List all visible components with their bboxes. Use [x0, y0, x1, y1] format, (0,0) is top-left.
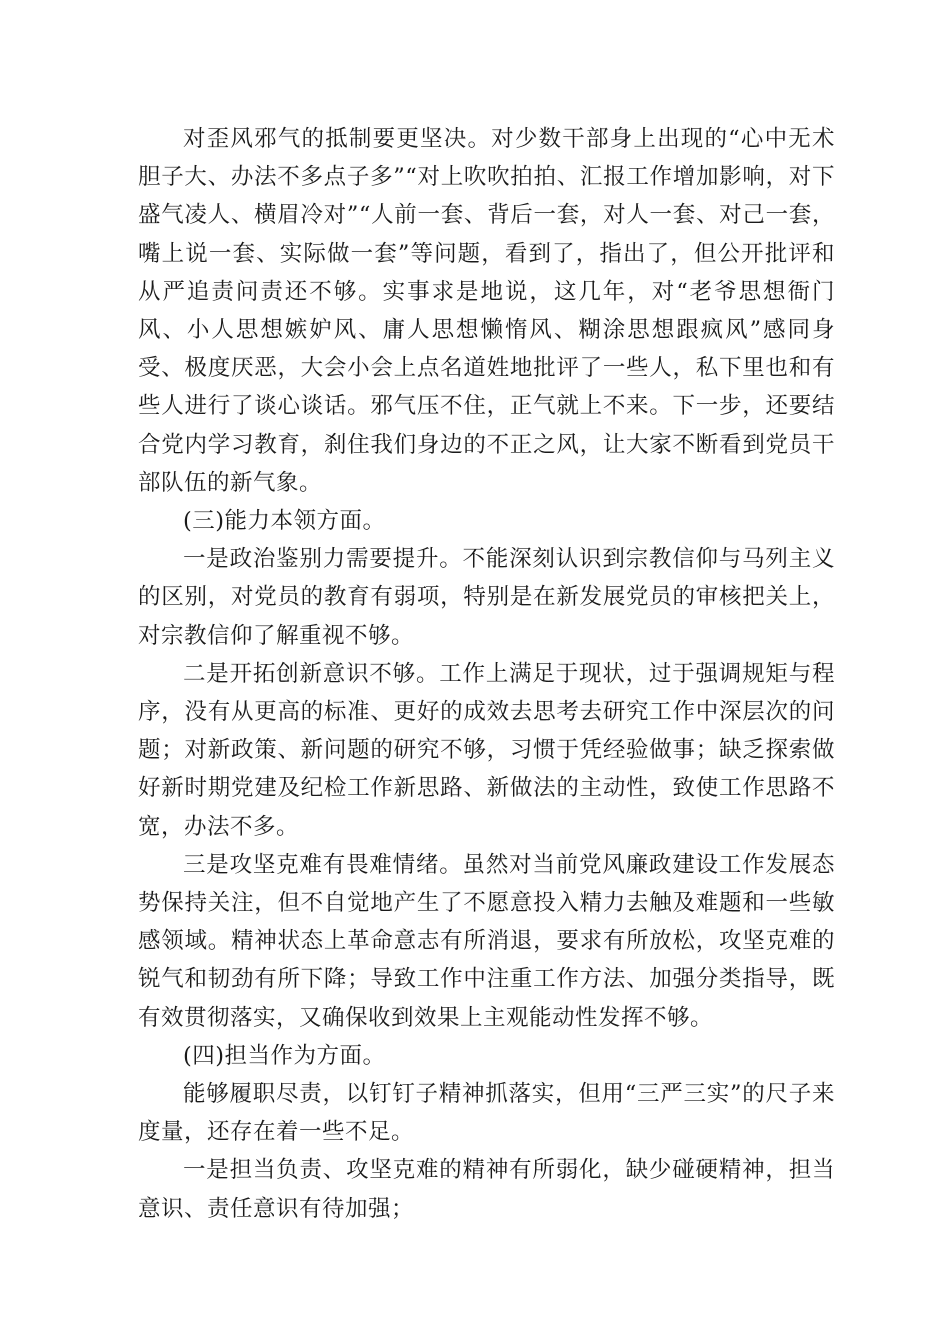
document-body — [138, 120, 835, 1228]
paragraph-overcoming-difficulties: 三是攻坚克难有畏难情绪。虽然对当前党风廉政建设工作发展态势保持关注，但不自觉地产生了不愿意投入精力去触及难题和一些敏感领域。精神状态上革命意志有所消退，要求有所放松，攻坚克难的锐气和韧劲有所下降；导致工作中注重工作方法、加强分类指导，既有效贯彻落实，又确保收到效果上主观能动性发挥不够。 — [138, 851, 835, 1031]
paragraph-responsibility-weakened: 一是担当负责、攻坚克难的精神有所弱化，缺少碰硬精神，担当意识、责任意识有待加强； — [138, 1157, 835, 1222]
heading-ability-skills: (三)能力本领方面。 — [183, 508, 386, 535]
paragraph-unhealthy-trends: 对歪风邪气的抵制要更坚决。对少数干部身上出现的“心中无术胆子大、办法不多点子多”“对上吹吹拍拍、汇报工作增加影响，对下盛气凌人、横眉冷对”“人前一套、背后一套，对人一套、对己一套，嘴上说一套、实际做一套”等问题，看到了，指出了，但公开批评和从严追责问责还不够。实事求是地说，这几年，对“老爷思想衙门风、小人思想嫉妒风、庸人思想懒惰风、糊涂思想跟疯风”感同身受、极度厌恶，大会小会上点名道姓地批评了一些人，私下里也和有些人进行了谈心谈话。邪气压不住，正气就上不来。下一步，还要结合党内学习教育，刹住我们身边的不正之风，让大家不断看到党员干部队伍的新气象。 — [138, 126, 835, 496]
heading-responsibility: (四)担当作为方面。 — [183, 1042, 386, 1069]
paragraph-innovation-awareness: 二是开拓创新意识不够。工作上满足于现状，过于强调规矩与程序，没有从更高的标准、更好的成效去思考去研究工作中深层次的问题；对新政策、新问题的研究不够，习惯于凭经验做事；缺乏探索做好新时期党建及纪检工作新思路、新做法的主动性，致使工作思路不宽，办法不多。 — [138, 660, 835, 840]
paragraph-duty-fulfillment: 能够履职尽责，以钉钉子精神抓落实，但用“三严三实”的尺子来度量，还存在着一些不足。 — [138, 1081, 835, 1146]
paragraph-political-discernment: 一是政治鉴别力需要提升。不能深刻认识到宗教信仰与马列主义的区别，对党员的教育有弱项，特别是在新发展党员的审核把关上，对宗教信仰了解重视不够。 — [138, 546, 835, 649]
